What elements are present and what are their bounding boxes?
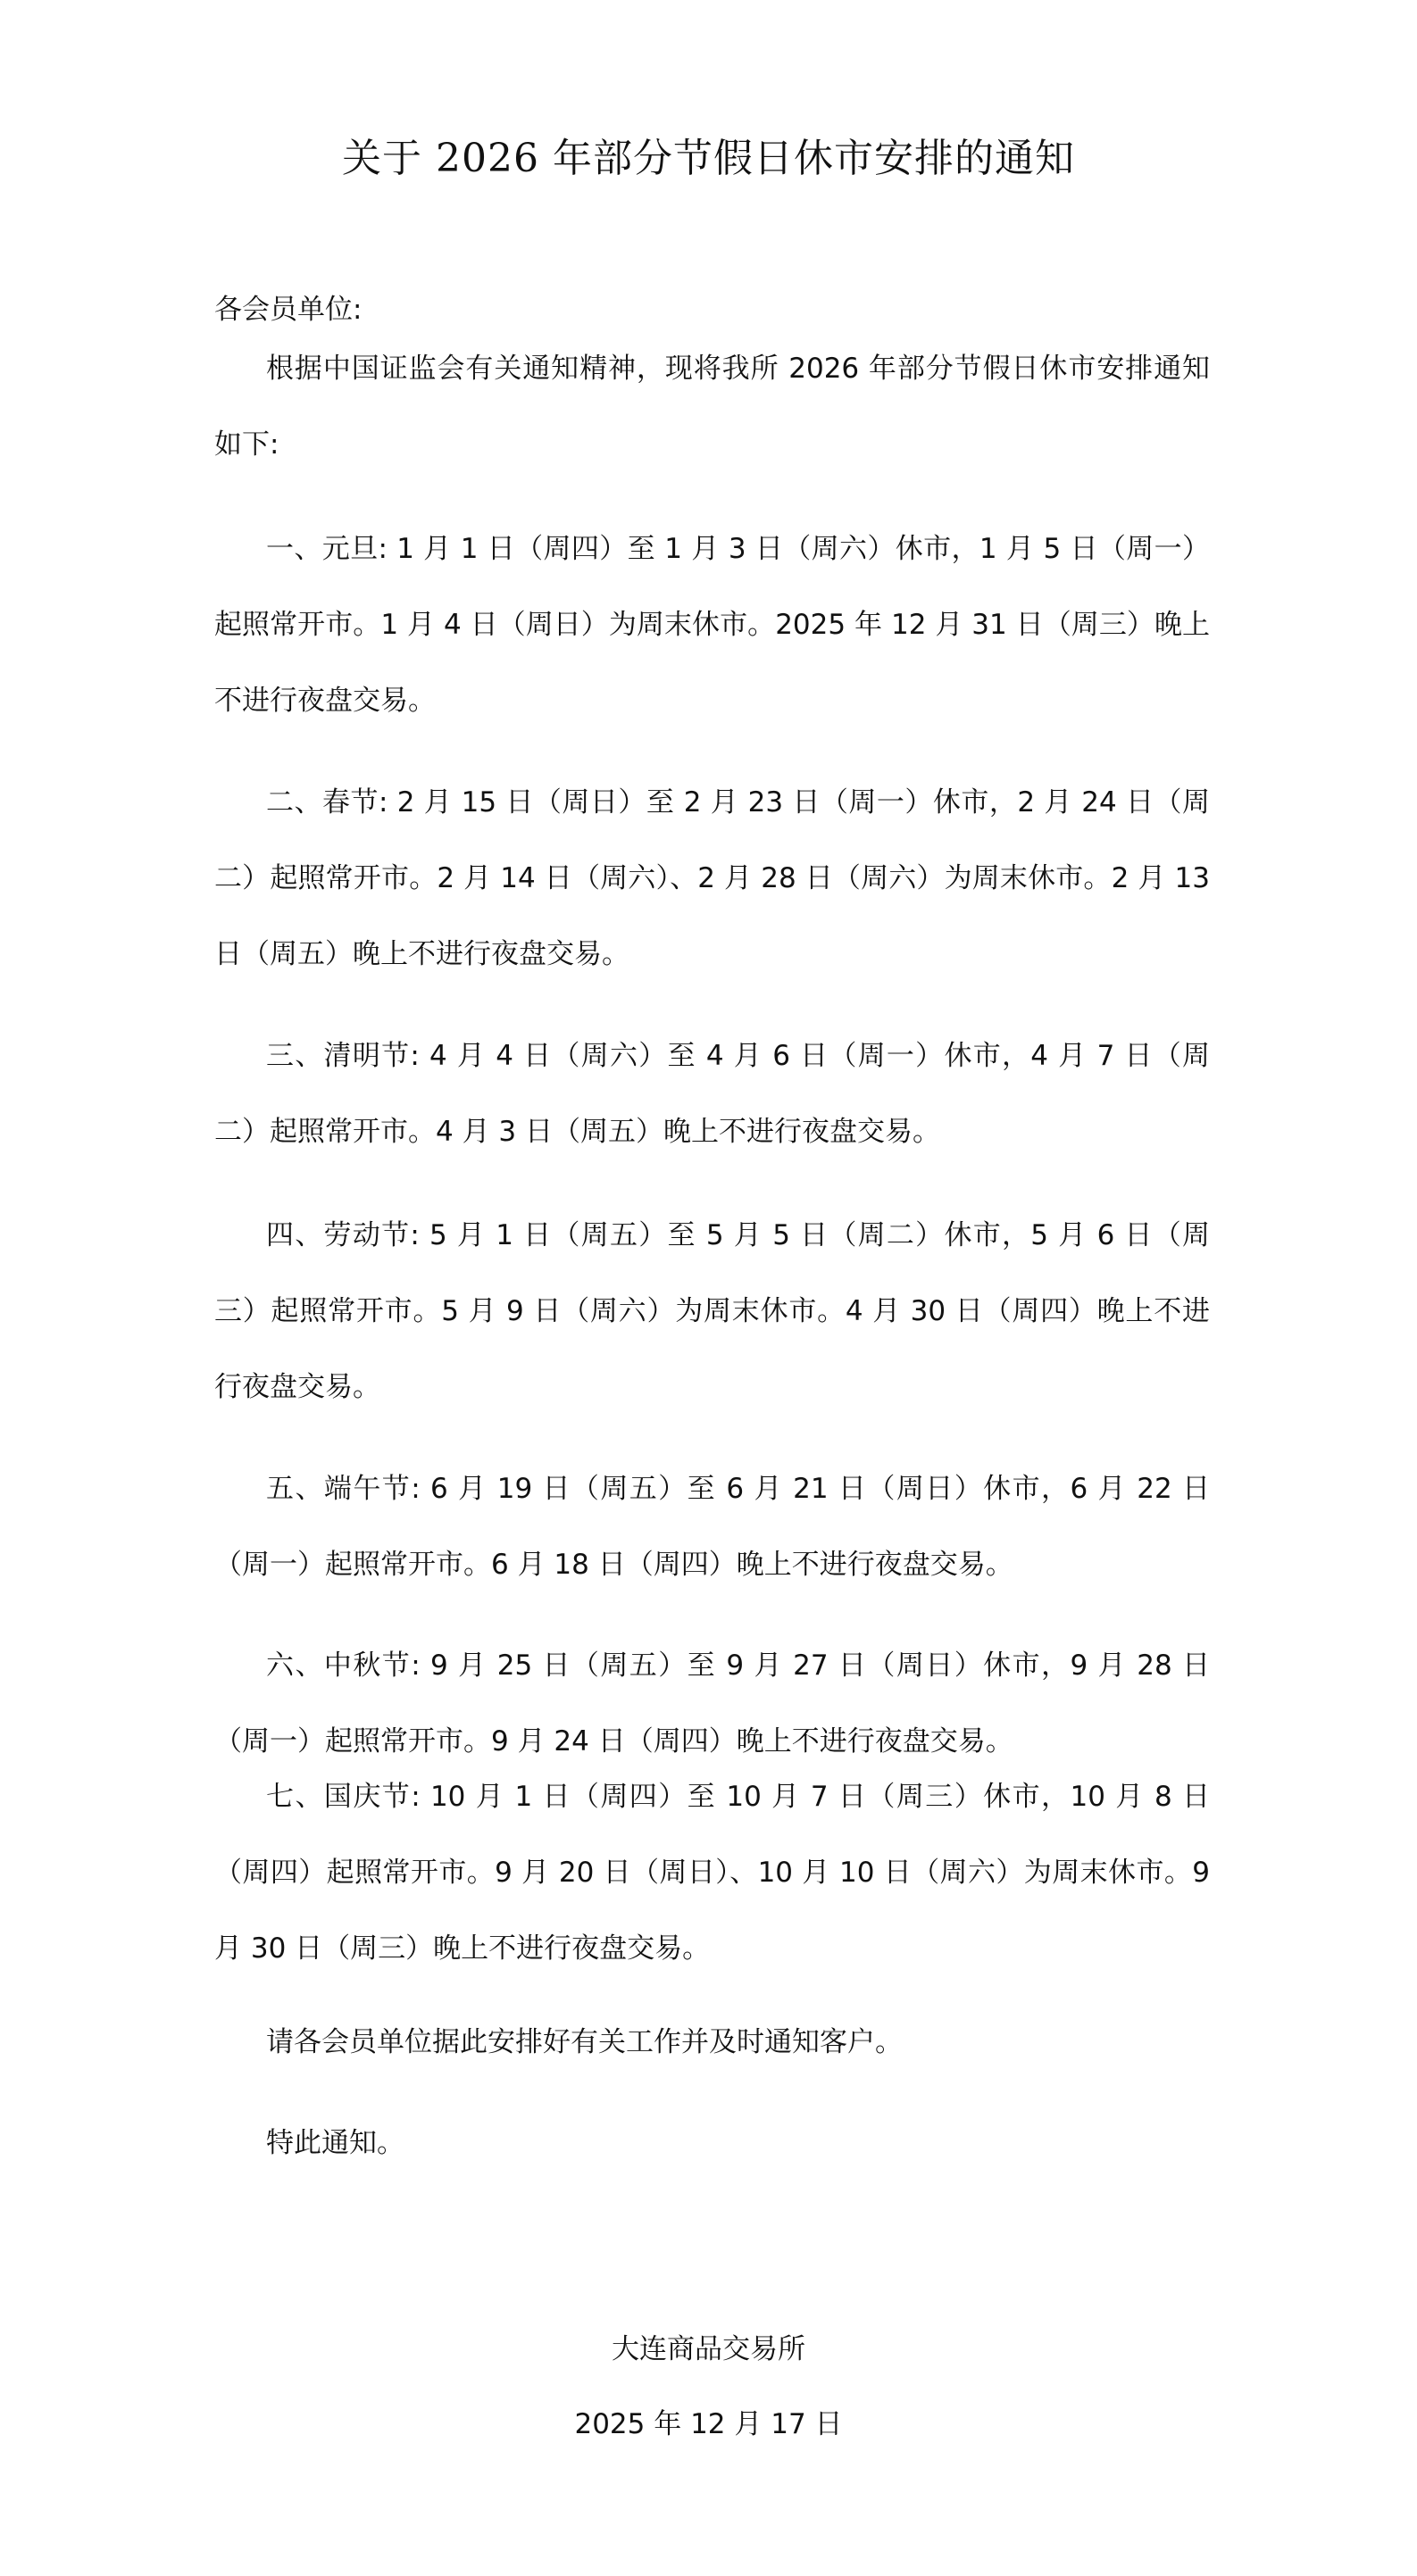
item-dragon-boat: 五、端午节: 6 月 19 日（周五）至 6 月 21 日（周日）休市，6 月 22 日（周一）起照常开市。6 月 18 日（周四）晚上不进行夜盘交易。 (214, 1473, 1210, 1581)
intro-paragraph: 根据中国证监会有关通知精神，现将我所 2026 年部分节假日休市安排通知如下: (214, 353, 1210, 461)
item-labor-day: 四、劳动节: 5 月 1 日（周五）至 5 月 5 日（周二）休市，5 月 6 日（周三）起照常开市。5 月 9 日（周六）为周末休市。4 月 30 日（周四）晚上不进行夜盘交易。 (214, 1219, 1210, 1403)
request-paragraph: 请各会员单位据此安排好有关工作并及时通知客户。 (266, 2026, 903, 2058)
salutation: 各会员单位: (214, 294, 363, 326)
item-national-day: 七、国庆节: 10 月 1 日（周四）至 10 月 7 日（周三）休市，10 月 8 日（周四）起照常开市。9 月 20 日（周日）、10 月 10 日（周六）为周末休市。9 月 30 日（周三）晚上不进行夜盘交易。 (214, 1781, 1210, 1965)
issuer: 大连商品交易所 (612, 2333, 805, 2365)
item-qingming: 三、清明节: 4 月 4 日（周六）至 4 月 6 日（周一）休市，4 月 7 日（周二）起照常开市。4 月 3 日（周五）晚上不进行夜盘交易。 (214, 1040, 1210, 1148)
issue-date: 2025 年 12 月 17 日 (574, 2408, 843, 2440)
notice-title: 关于 2026 年部分节假日休市安排的通知 (342, 136, 1075, 181)
closing-paragraph: 特此通知。 (266, 2127, 404, 2159)
item-new-year: 一、元旦: 1 月 1 日（周四）至 1 月 3 日（周六）休市，1 月 5 日（周一）起照常开市。1 月 4 日（周日）为周末休市。2025 年 12 月 31 日（周三）晚上不进行夜盘交易。 (214, 533, 1210, 717)
item-mid-autumn: 六、中秋节: 9 月 25 日（周五）至 9 月 27 日（周日）休市，9 月 28 日（周一）起照常开市。9 月 24 日（周四）晚上不进行夜盘交易。 (214, 1649, 1210, 1757)
item-spring-festival: 二、春节: 2 月 15 日（周日）至 2 月 23 日（周一）休市，2 月 24 日（周二）起照常开市。2 月 14 日（周六）、2 月 28 日（周六）为周末休市。2 月 13 日（周五）晚上不进行夜盘交易。 (214, 786, 1210, 970)
